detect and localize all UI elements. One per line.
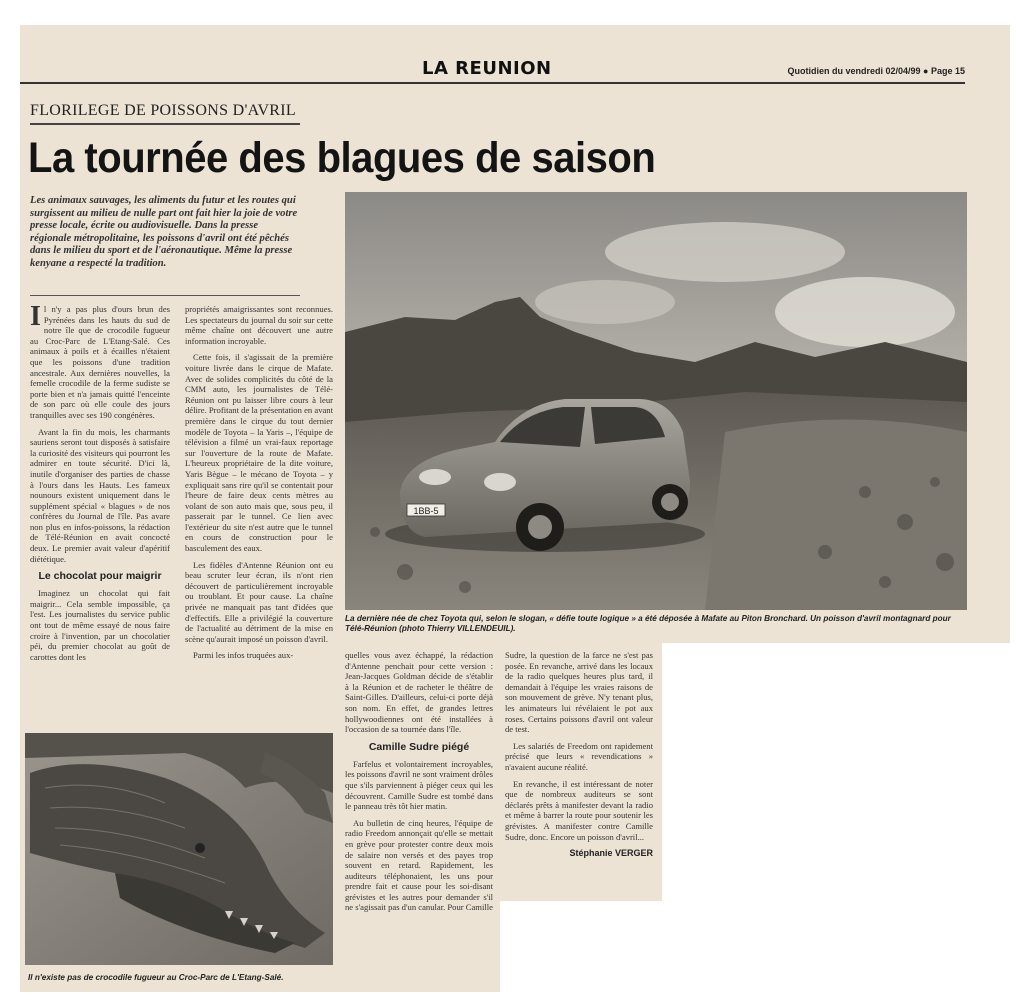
car-photo-caption: La dernière née de chez Toyota qui, selon le slogan, « défie toute logique » a été déposée à Mafate au Piton Bronchard. Un poisson d'avril montagnard pour Télé-Réunion (photo Thierry VILLENDEUIL). [345, 614, 951, 633]
col4-paragraph-3: En revanche, il est intéressant de noter que de nombreux auditeurs se sont déclarés prêts à manifester devant la radio et même à barrer la route pour soutenir les grévistes. A manifester contre Camille Sudre, donc. Encore un poisson d'avril... [505, 778, 653, 842]
section-title: LA REUNION [422, 58, 552, 79]
crocodile-photo [25, 733, 333, 965]
col2-paragraph-3: Les fidèles d'Antenne Réunion ont eu beau scruter leur écran, ils n'ont rien découvert de particulièrement incroyable ou troublant. Et pour cause. La chaîne privée ne manquait pas tant d'idées que d'effectifs. Elle a privilégié la couverture de l'actualité au détriment de la mise en scène qu'aurait imposé un poisson d'avril. [185, 559, 333, 644]
column-4 [505, 650, 653, 859]
subhead-chocolat: Le chocolat pour maigrir [38, 570, 162, 583]
kicker-rule [30, 123, 300, 125]
headline: La tournée des blagues de saison [28, 134, 656, 182]
lead-rule [30, 295, 300, 296]
column-2 [185, 304, 333, 667]
masthead-rule [20, 82, 965, 84]
column-1 [30, 301, 170, 668]
lead-paragraph: Les animaux sauvages, les aliments du futur et les routes qui surgissent au milieu de nulle part ont fait hier la joie de votre presse locale, écrite ou audiovisuelle. Dans la presse régionale métropolitaine, les poissons d'avril ont été pêchés dans le milieu du sport et de l'aéronautique. Même la presse kenyane a respecté la tradition. [30, 195, 298, 269]
col4-paragraph-2: Les salariés de Freedom ont rapidement précisé que leurs « revendications » n'avaient aucune réalité. [505, 740, 653, 772]
kicker: FLORILEGE DE POISSONS D'AVRIL [30, 102, 296, 119]
col2-paragraph-1: propriétés amaigrissantes sont reconnues. Les spectateurs du journal du soir sur cette même chaîne ont découvert une autre information incroyable. [185, 304, 333, 346]
col1-paragraph-2: Avant la fin du mois, les charmants sauriens seront tout disposés à satisfaire la curiosité des visiteurs qui pourront les admirer en toute sécurité. D'ici là, inutile d'organiser des parties de chasse à l'ours dans les Hauts. Les fameux nounours existent uniquement dans le supplément spécial « blagues » de nos confrères du Journal de l'île. Pas avare non plus en infos-poissons, la rédaction de Télé-Réunion en avait concocté deux. Le premier avait valeur d'apéritif diététique. [30, 426, 170, 564]
drop-cap: I [30, 301, 41, 332]
masthead [20, 58, 965, 84]
subhead-camille-sudre: Camille Sudre piégé [368, 740, 470, 753]
col2-paragraph-4: Parmi les infos truquées aux- [193, 650, 294, 661]
svg-text:1BB-5: 1BB-5 [413, 506, 439, 516]
col1-paragraph-3: Imaginez un chocolat qui fait maigrir... Cela semble impossible, ça l'est. Les journalistes du service public ont tout de même essayé de nous faire croire à l'invention, par un chocolatier péi, du premier chocolat au goût de carottes dont les [30, 588, 170, 662]
col2-paragraph-2: Cette fois, il s'agissait de la première voiture livrée dans le cirque de Mafate. Avec de solides complicités du côté de la CMM auto, les journalistes de Télé-Réunion ont pu laisser libre cours à leur délire. Profitant de la présentation en avant première dans le cirque du tout dernier modèle de Toyota – la Yaris –, l'équipe de télévision a filmé un vrai-faux reportage sur l'ouverture de la route de Mafate. L'heureux propriétaire de la dite voiture, Yaris Bègue – le mécano de Toyota – y expliquait sans rire qu'il se contentait pour l'heure de faire deux cents mètres au volant de son auto mais que, sous peu, il passerait par le tunnel. Ce lien avec l'extérieur du site n'est autre que le tunnel en cours de construction pour le basculement des eaux. [185, 352, 333, 554]
col3-paragraph-2: Farfelus et volontairement incroyables, les poissons d'avril ne sont vraiment drôles que s'ils parviennent à piéger ceux qui les découvrent. Camille Sudre est tombé dans le panneau très tôt hier matin. [345, 758, 493, 812]
date-page-line: Quotidien du vendredi 02/04/99 ● Page 15 [787, 66, 965, 76]
col3-paragraph-1: quelles vous avez échappé, la rédaction d'Antenne penchait pour cette version : Jean-Jacques Goldman décide de s'établir à la Réunion et de racheter le théâtre de Saint-Gilles. D'ailleurs, celui-ci porte déjà son nom. En effet, de grandes lettres hollywoodiennes ont été installées à l'occasion de sa tournée dans l'île. [345, 650, 493, 735]
col3-paragraph-3: Au bulletin de cinq heures, l'équipe de radio Freedom annonçait qu'elle se mettait en grève pour protester contre deux mois de salaire non versés et des payes trop souvent en retard. Rapidement, les auditeurs téléphonaient, les uns pour prendre fait et cause pour les soi-disant grévistes et les autres pour demander s'il ne s'agissait pas d'un canular. Pour Camille [345, 817, 493, 913]
col4-paragraph-1: Sudre, la question de la farce ne s'est pas posée. En revanche, arrivé dans les locaux de la radio quelques heures plus tard, il demandait à l'équipe les vraies raisons de son mouvement de grève. N'y tenant plus, les animateurs lui révélaient le pot aux roses. Certains poissons d'avril ont valeur de test. [505, 650, 653, 735]
col1-paragraph-1: l n'y a pas plus d'ours brun des Pyrénées dans les hauts du sud de notre île que de crocodile fugueur au Croc-Parc de L'Etang-Salé. Ces animaux à poils et à écailles n'étaient que les poissons d'une tradition ancestrale. Aux dernières nouvelles, la femelle crocodile de la ferme sudiste se porte bien et n'a jamais quitté l'enceinte de son parc où elle coule des jours tranquilles avec ses 190 congénères. [30, 304, 170, 420]
column-3 [345, 650, 493, 919]
byline: Stéphanie VERGER [569, 848, 653, 859]
car-photo [345, 192, 967, 610]
crocodile-photo-caption: Il n'existe pas de crocodile fugueur au Croc-Parc de L'Etang-Salé. [28, 973, 284, 982]
